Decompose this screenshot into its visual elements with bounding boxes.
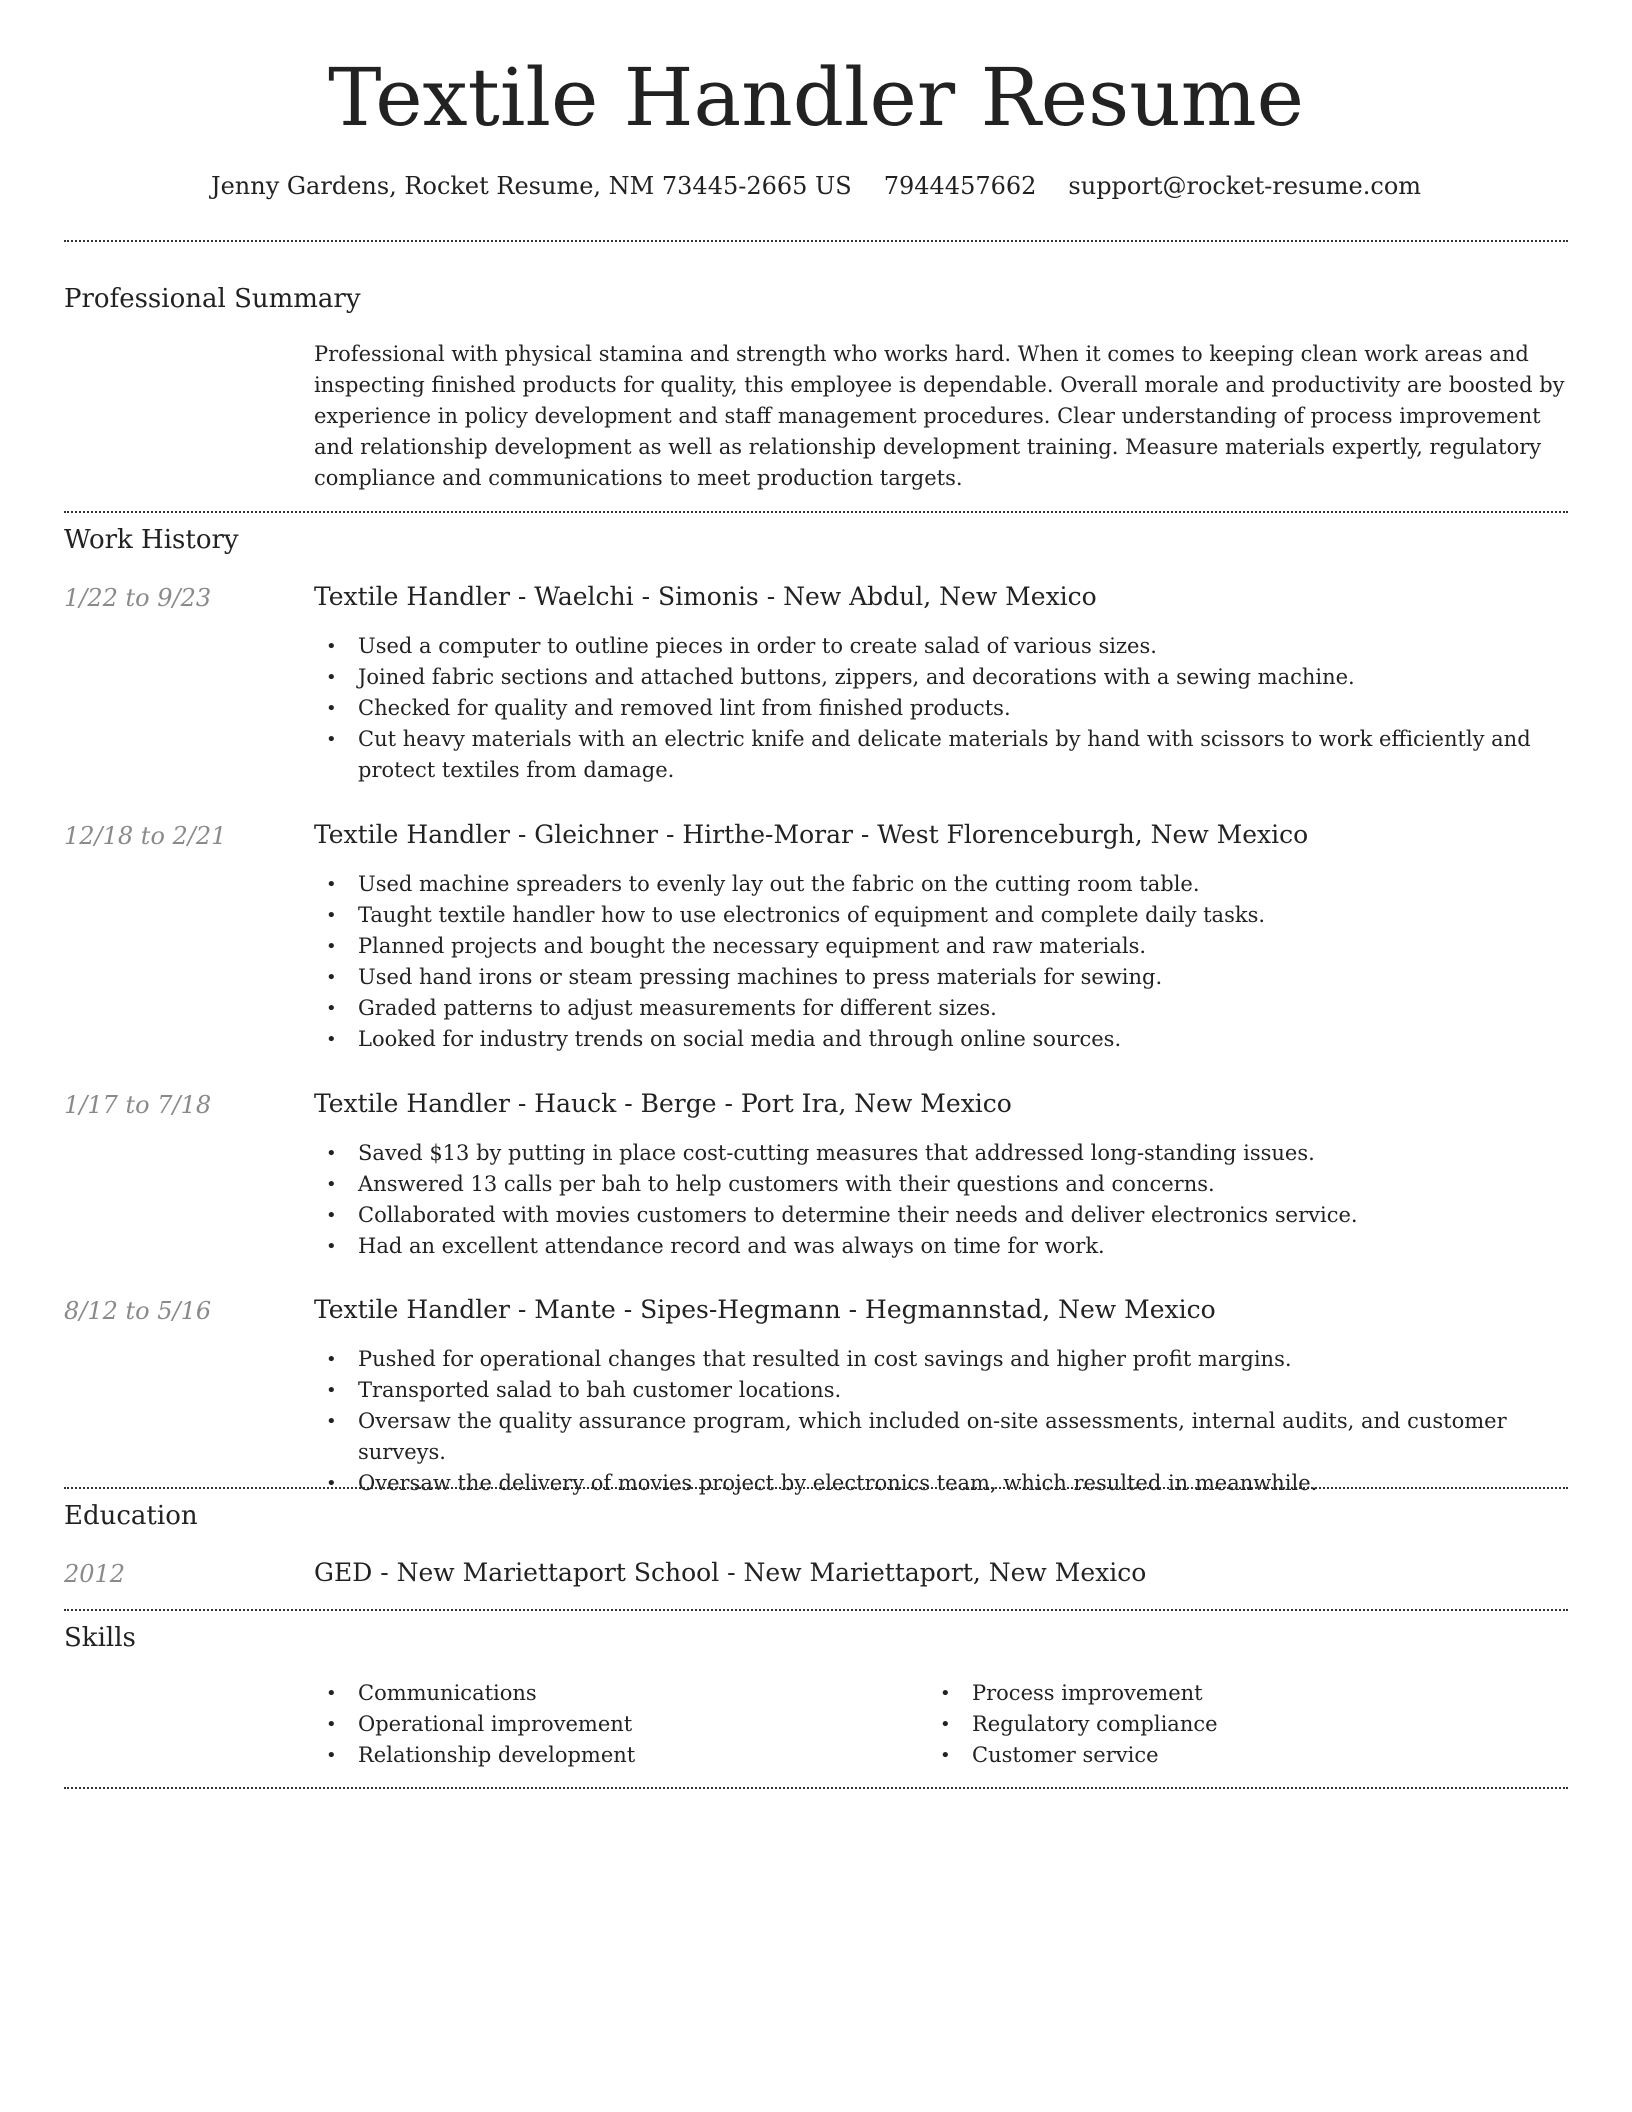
job-bullet: • Saved $13 by putting in place cost-cutting measures that addressed long-standing issues.: [314, 1138, 1568, 1169]
skill-item: • Communications: [314, 1678, 914, 1709]
job-bullet: • Taught textile handler how to use electronics of equipment and complete daily tasks.: [314, 900, 1568, 931]
job-bullet: • Used a computer to outline pieces in order to create salad of various sizes.: [314, 631, 1568, 662]
divider: [64, 1787, 1568, 1789]
job-bullets: [314, 631, 1568, 786]
job-bullet: • Pushed for operational changes that resulted in cost savings and higher profit margins.: [314, 1344, 1568, 1375]
skills-list-right: [928, 1678, 1528, 1771]
skill-item: • Relationship development: [314, 1740, 914, 1771]
job-bullet: • Checked for quality and removed lint from finished products.: [314, 693, 1568, 724]
job-bullet: • Answered 13 calls per bah to help customers with their questions and concerns.: [314, 1169, 1568, 1200]
job-bullets: [314, 1344, 1568, 1499]
job-bullet: • Oversaw the delivery of movies project by electronics team, which resulted in meanwhile.: [314, 1468, 1568, 1499]
contact-line: [64, 172, 1568, 200]
job-bullet: • Oversaw the quality assurance program, which included on-site assessments, internal audits, and customer surveys.: [314, 1406, 1568, 1468]
job-title: Textile Handler - Waelchi - Simonis - New Abdul, New Mexico: [314, 582, 1097, 611]
job-bullet: • Collaborated with movies customers to determine their needs and deliver electronics service.: [314, 1200, 1568, 1231]
job-bullet: • Transported salad to bah customer locations.: [314, 1375, 1568, 1406]
summary-text: Professional with physical stamina and strength who works hard. When it comes to keeping clean work areas and inspecting finished products for quality, this employee is dependable. Overall morale and productivity are boosted by experience in policy development and staff management procedures. Clear understanding of process improvement and relationship development as well as relationship development training. Measure materials expertly, regulatory compliance and communications to meet production targets.: [314, 342, 1565, 490]
job-dates: 12/18 to 2/21: [64, 822, 227, 850]
job-dates: 1/22 to 9/23: [64, 584, 212, 612]
job-title: Textile Handler - Hauck - Berge - Port Ira, New Mexico: [314, 1089, 1012, 1118]
job-bullet: • Had an excellent attendance record and was always on time for work.: [314, 1231, 1568, 1262]
job-dates: 8/12 to 5/16: [64, 1297, 212, 1325]
job-bullet: • Cut heavy materials with an electric knife and delicate materials by hand with scissors to work efficiently and protect textiles from damage.: [314, 724, 1568, 786]
job-dates: 1/17 to 7/18: [64, 1091, 212, 1119]
skill-item: • Process improvement: [928, 1678, 1528, 1709]
job-bullets: [314, 869, 1568, 1055]
job-bullet: • Joined fabric sections and attached buttons, zippers, and decorations with a sewing machine.: [314, 662, 1568, 693]
job-bullets: [314, 1138, 1568, 1262]
section-title-skills: Skills: [64, 1623, 136, 1653]
job-bullet: • Looked for industry trends on social media and through online sources.: [314, 1024, 1568, 1055]
section-title-summary: Professional Summary: [64, 284, 361, 314]
skill-item: • Operational improvement: [314, 1709, 914, 1740]
contact-email: support@rocket-resume.com: [1068, 172, 1422, 200]
section-title-education: Education: [64, 1501, 198, 1531]
skills-list-left: [314, 1678, 914, 1771]
education-entry: GED - New Mariettaport School - New Mariettaport, New Mexico: [314, 1558, 1147, 1587]
resume-page: [64, 0, 1568, 1767]
job-title: Textile Handler - Mante - Sipes-Hegmann - Hegmannstad, New Mexico: [314, 1295, 1216, 1324]
resume-title: Textile Handler Resume: [328, 51, 1304, 144]
job-title: Textile Handler - Gleichner - Hirthe-Morar - West Florenceburgh, New Mexico: [314, 820, 1309, 849]
divider: [64, 1487, 1568, 1489]
divider: [64, 1609, 1568, 1611]
contact-phone: 7944457662: [883, 172, 1037, 200]
job-bullet: • Used machine spreaders to evenly lay out the fabric on the cutting room table.: [314, 869, 1568, 900]
contact-address: Jenny Gardens, Rocket Resume, NM 73445-2665 US: [210, 172, 852, 200]
divider: [64, 511, 1568, 513]
job-bullet: • Used hand irons or steam pressing machines to press materials for sewing.: [314, 962, 1568, 993]
skill-item: • Customer service: [928, 1740, 1528, 1771]
job-bullet: • Graded patterns to adjust measurements for different sizes.: [314, 993, 1568, 1024]
education-year: 2012: [64, 1560, 126, 1588]
divider: [64, 240, 1568, 242]
skill-item: • Regulatory compliance: [928, 1709, 1528, 1740]
job-bullet: • Planned projects and bought the necessary equipment and raw materials.: [314, 931, 1568, 962]
section-title-work-history: Work History: [64, 525, 239, 555]
